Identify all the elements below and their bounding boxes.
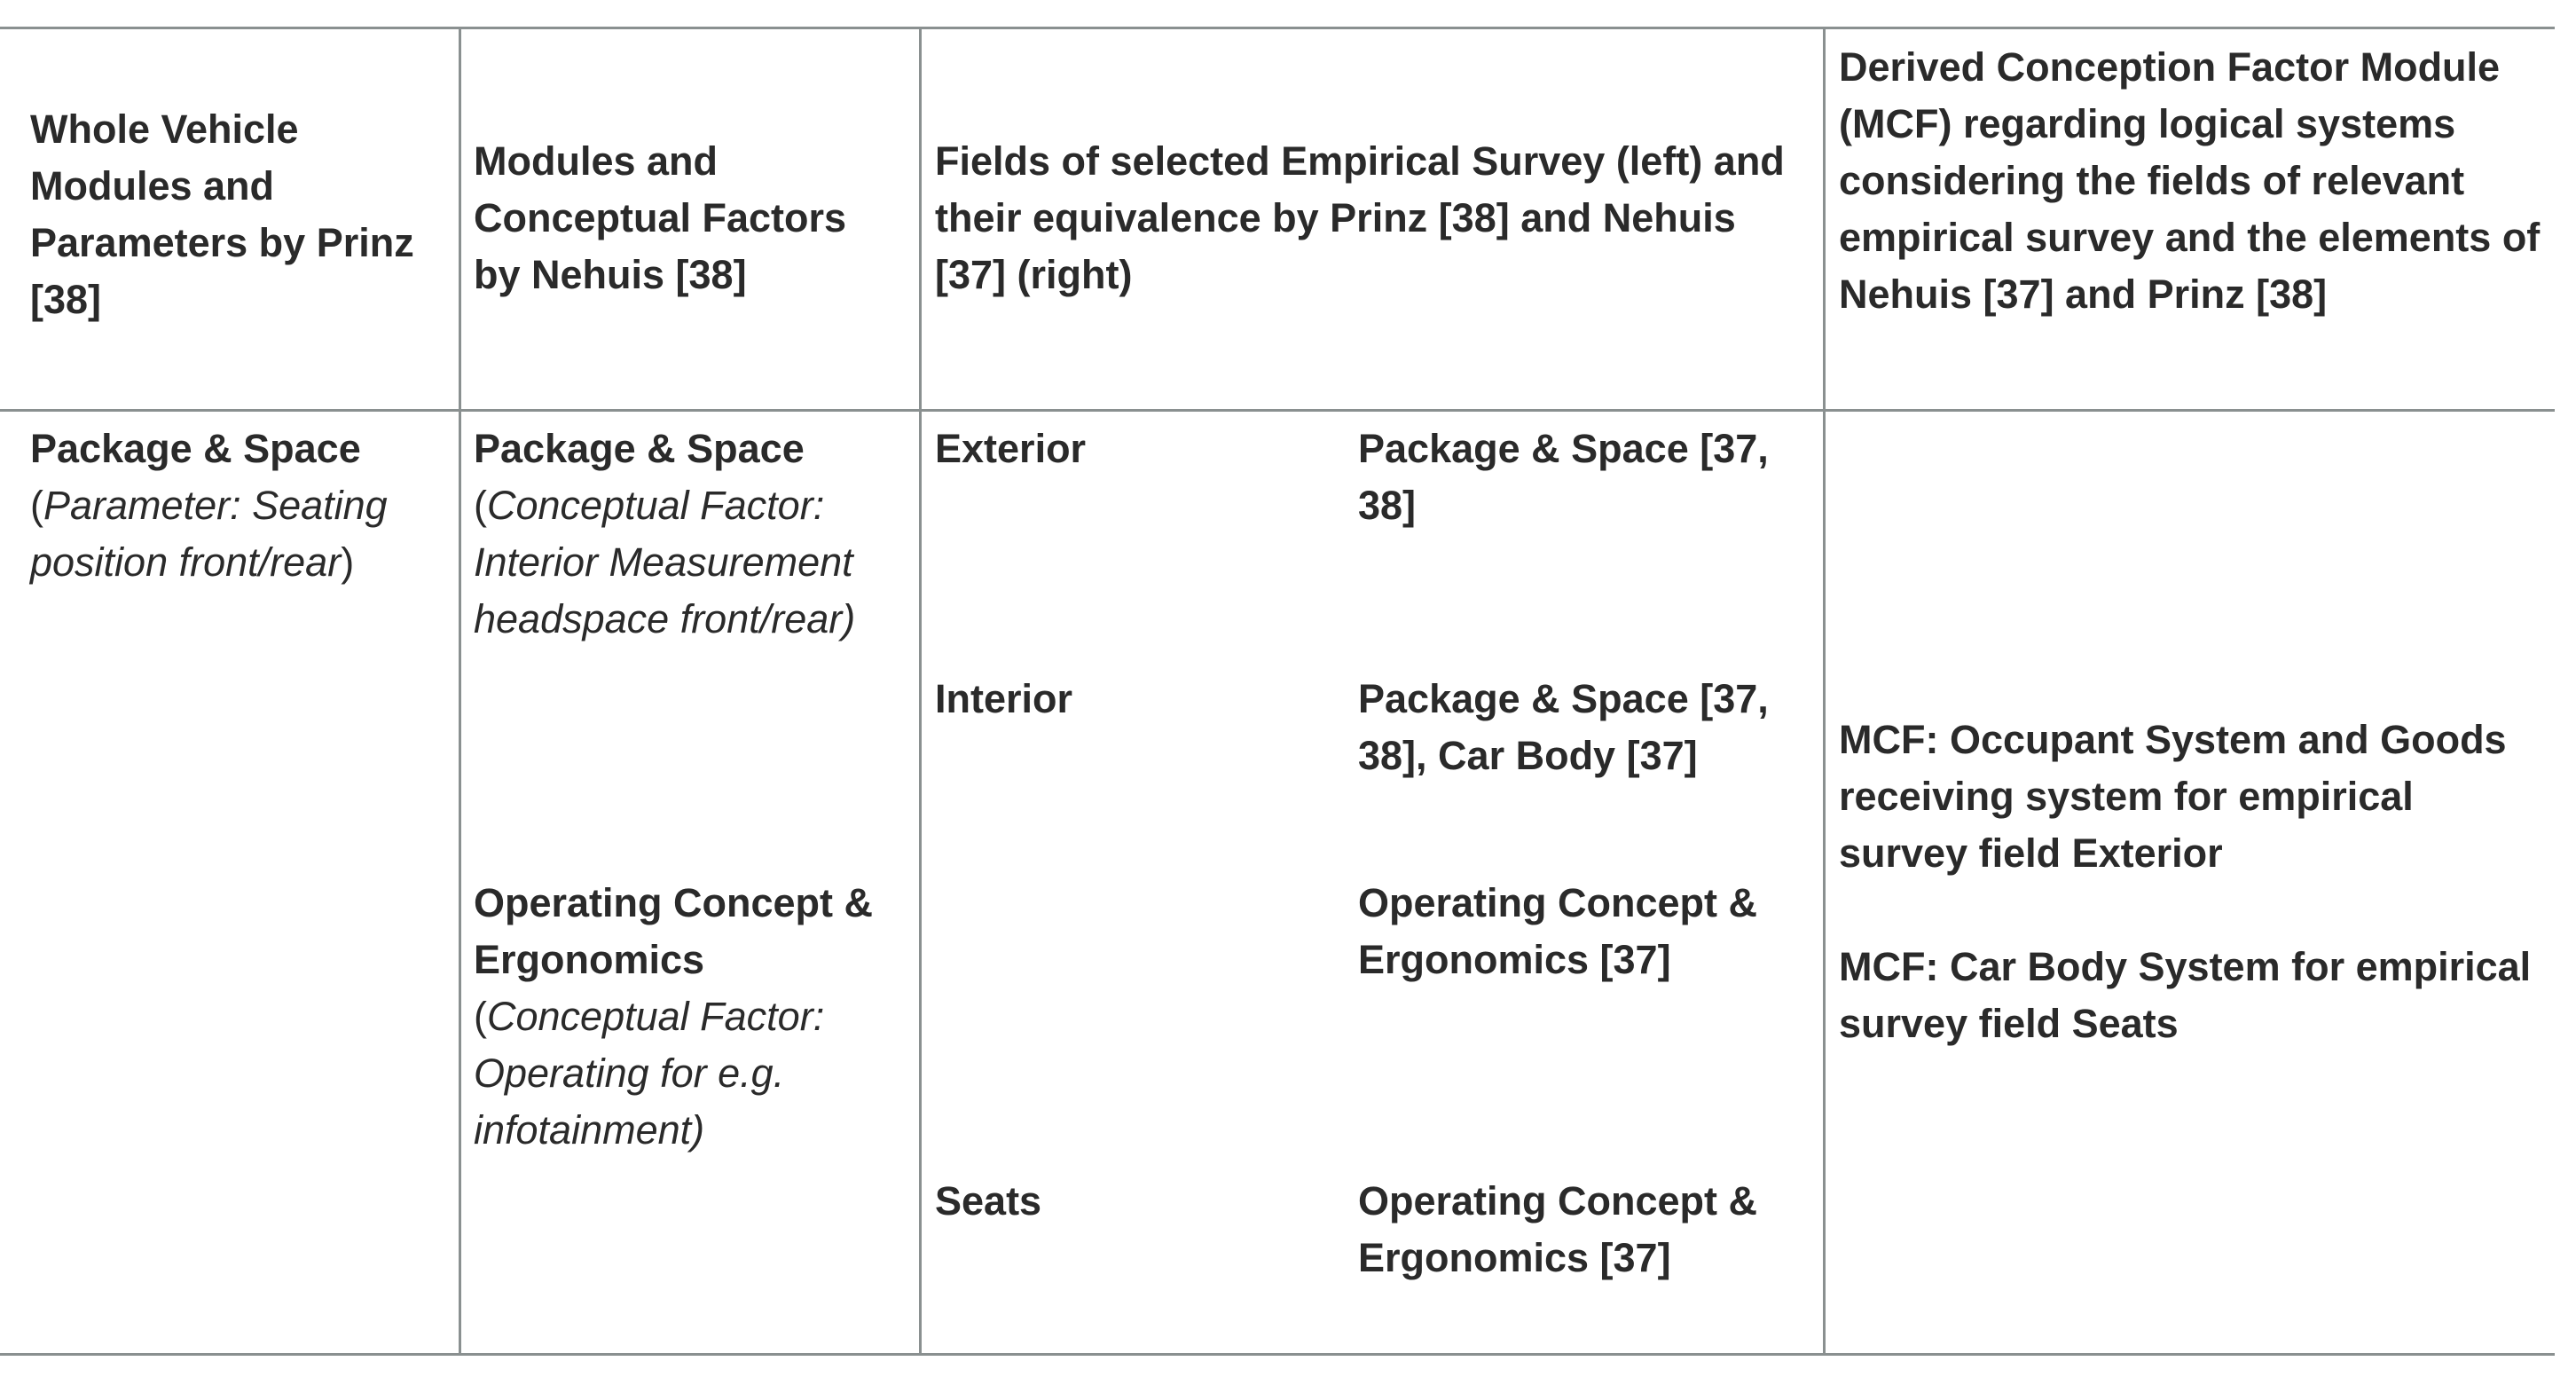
survey-field-seats: Seats <box>935 1178 1042 1224</box>
survey-field-interior: Interior <box>935 676 1073 721</box>
header-col-nehuis-modules: Modules and Conceptual Factors by Nehuis [38] <box>474 138 847 297</box>
column-divider-1 <box>459 27 461 1356</box>
header-col-derived-mcf: Derived Conception Factor Module (MCF) regarding logical systems considering the fields of relevant empirical survey and the elements of Nehuis [37] and Prinz [38] <box>1839 44 2541 317</box>
nehuis-module-title: Operating Concept & Ergonomics <box>474 880 874 982</box>
equivalence-entry: Package & Space [37, 38], Car Body [37] <box>1358 676 1769 778</box>
table-bottom-rule <box>0 1353 2555 1356</box>
header-col-survey-fields: Fields of selected Empirical Survey (left) and their equivalence by Prinz [38] and Nehuis [37] (right) <box>935 138 1785 297</box>
mcf-car-body-system: MCF: Car Body System for empirical survey field Seats <box>1839 944 2532 1046</box>
equivalence-entry: Package & Space [37, 38] <box>1358 426 1769 528</box>
vehicle-module-title: Package & Space <box>30 426 361 471</box>
survey-field-exterior: Exterior <box>935 426 1087 471</box>
nehuis-module-package <box>474 421 908 648</box>
nehuis-module-factor: (Conceptual Factor: Interior Measurement headspace front/rear) <box>474 483 856 641</box>
header-col-vehicle-modules: Whole Vehicle Modules and Parameters by Prinz [38] <box>30 106 414 322</box>
nehuis-module-operating <box>474 875 908 1159</box>
vehicle-module-cell <box>30 421 447 591</box>
vehicle-module-parameter: (Parameter: Seating position front/rear) <box>30 483 388 585</box>
column-divider-3 <box>1823 27 1826 1356</box>
equivalence-entry: Operating Concept & Ergonomics [37] <box>1358 1178 1758 1280</box>
nehuis-module-title: Package & Space <box>474 426 805 471</box>
column-divider-2 <box>919 27 922 1356</box>
table-top-rule <box>0 27 2555 29</box>
equivalence-entry: Operating Concept & Ergonomics [37] <box>1358 880 1758 982</box>
header-bottom-rule <box>0 409 2555 412</box>
nehuis-module-factor: (Conceptual Factor: Operating for e.g. infotainment) <box>474 994 825 1153</box>
mcf-occupant-system: MCF: Occupant System and Goods receiving system for empirical survey field Exterior <box>1839 717 2507 876</box>
